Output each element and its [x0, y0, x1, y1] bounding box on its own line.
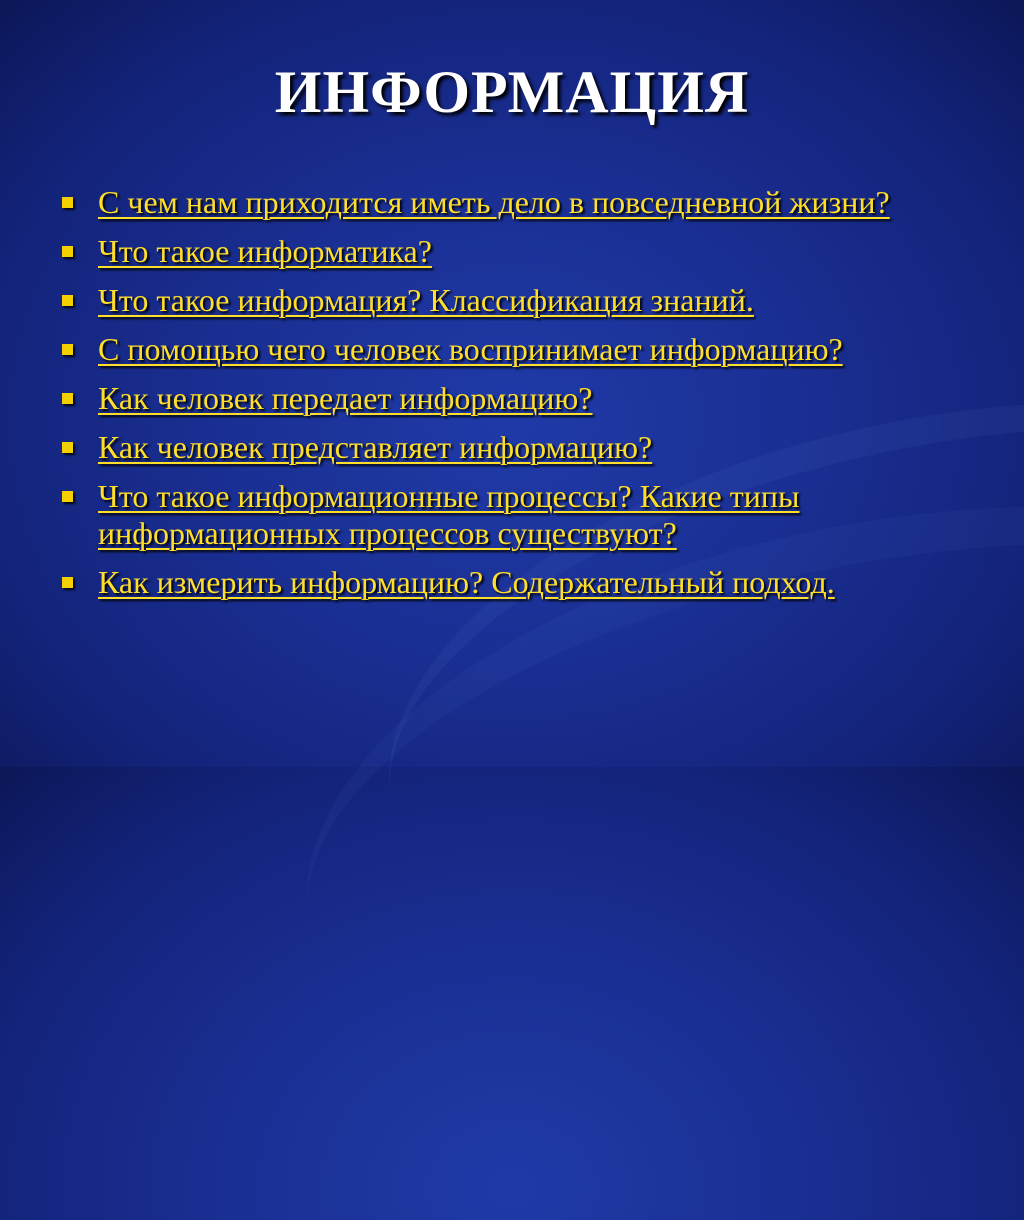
list-item: [62, 233, 982, 270]
topic-link-representation[interactable]: Как человек представляет информацию?: [98, 429, 653, 465]
list-item: [62, 380, 982, 417]
list-item: [62, 429, 982, 466]
square-bullet-icon: [62, 491, 73, 502]
list-item: [62, 564, 982, 601]
square-bullet-icon: [62, 344, 73, 355]
list-item: [62, 478, 982, 552]
list-item: [62, 282, 982, 319]
topic-list: [62, 184, 982, 613]
square-bullet-icon: [62, 577, 73, 588]
square-bullet-icon: [62, 246, 73, 257]
list-item: [62, 184, 982, 221]
square-bullet-icon: [62, 442, 73, 453]
square-bullet-icon: [62, 393, 73, 404]
topic-link-measurement[interactable]: Как измерить информацию? Содержательный подход.: [98, 564, 835, 600]
topic-link-informatics[interactable]: Что такое информатика?: [98, 233, 432, 269]
topic-link-everyday-life[interactable]: С чем нам приходится иметь дело в повседневной жизни?: [98, 184, 890, 220]
topic-link-perception[interactable]: С помощью чего человек воспринимает информацию?: [98, 331, 843, 367]
topic-link-information-processes[interactable]: Что такое информационные процессы? Какие типы информационных процессов существуют?: [98, 478, 800, 551]
square-bullet-icon: [62, 197, 73, 208]
slide-title: ИНФОРМАЦИЯ: [274, 59, 750, 125]
topic-link-information-classification[interactable]: Что такое информация? Классификация знаний.: [98, 282, 754, 318]
topic-link-transmission[interactable]: Как человек передает информацию?: [98, 380, 593, 416]
list-item: [62, 331, 982, 368]
square-bullet-icon: [62, 295, 73, 306]
